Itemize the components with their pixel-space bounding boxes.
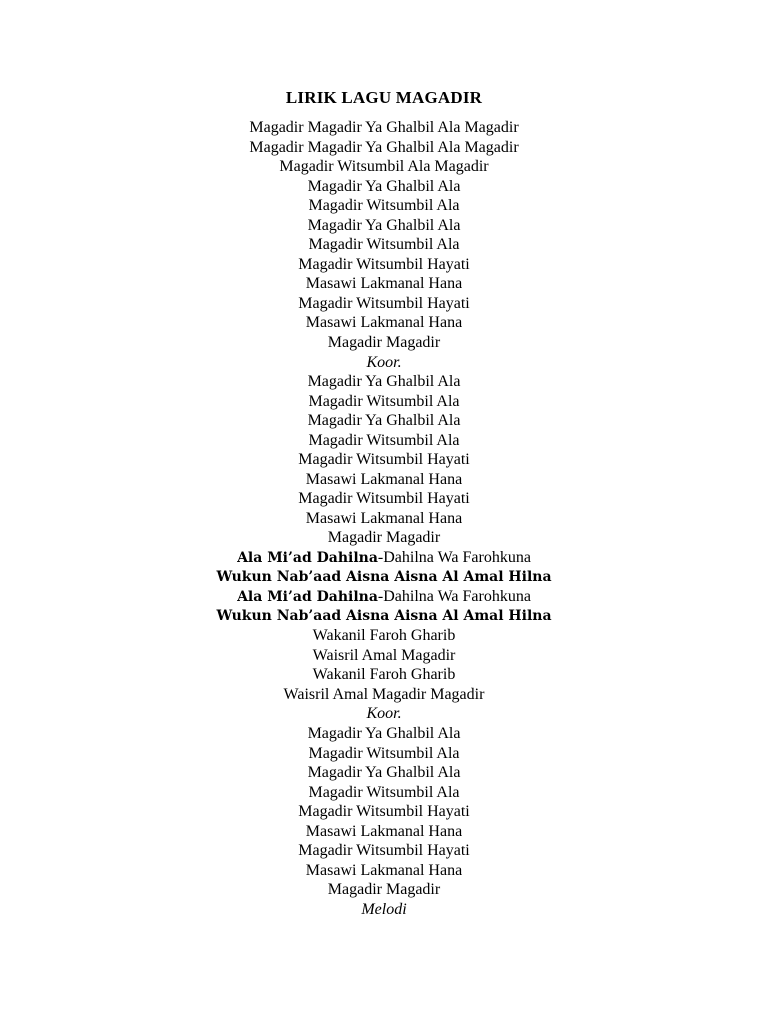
lyric-line-rest: -Dahilna Wa Farohkuna [377,549,531,567]
lyric-line: Magadir Magadir [327,334,441,352]
lyric-line: Masawi Lakmanal Hana [305,509,463,527]
lyric-line: Magadir Ya Ghalbil Ala [307,216,461,234]
lyric-line: Magadir Witsumbil Ala [308,744,460,762]
lyric-line: Masawi Lakmanal Hana [305,314,463,332]
lyric-line: Magadir Magadir [327,529,441,547]
lyric-line-bold-part: Ala Mi’ad Dahilna [237,550,378,567]
lyric-line: Koor. [366,705,402,723]
lyric-line: Waisril Amal Magadir [312,646,456,664]
lyric-line: Melodi [361,900,407,918]
lyric-line: Masawi Lakmanal Hana [305,861,463,879]
lyric-line: Magadir Ya Ghalbil Ala [307,177,461,195]
lyric-line: Magadir Witsumbil Hayati [298,842,470,860]
lyric-line: Magadir Ya Ghalbil Ala [307,724,461,742]
lyric-line: Magadir Magadir [327,881,441,899]
lyric-line: Magadir Witsumbil Hayati [298,255,470,273]
lyric-line: Wakanil Faroh Gharib [312,627,456,645]
lyric-line: Magadir Magadir Ya Ghalbil Ala Magadir [249,138,519,156]
lyric-line: Masawi Lakmanal Hana [305,822,463,840]
lyric-line: Magadir Witsumbil Ala [308,431,460,449]
lyric-line [0,548,768,568]
lyrics-list [0,118,768,919]
lyric-line: Magadir Witsumbil Ala [308,783,460,801]
page-title: LIRIK LAGU MAGADIR [285,88,483,107]
lyric-line: Masawi Lakmanal Hana [305,275,463,293]
lyric-line: Magadir Ya Ghalbil Ala [307,373,461,391]
lyric-line: Koor. [366,353,402,371]
lyric-line [0,587,768,607]
lyric-line: Magadir Witsumbil Hayati [298,803,470,821]
lyric-line: Magadir Witsumbil Hayati [298,294,470,312]
lyric-line-rest: -Dahilna Wa Farohkuna [377,588,531,606]
lyric-line: Magadir Witsumbil Hayati [298,451,470,469]
lyric-line: Wukun Nab’aad Aisna Aisna Al Amal Hilna [216,607,552,624]
lyric-line: Magadir Witsumbil Ala [308,197,460,215]
lyric-line-bold-part: Ala Mi’ad Dahilna [237,589,378,606]
lyric-line: Magadir Witsumbil Ala [308,392,460,410]
lyric-line: Magadir Witsumbil Ala [308,236,460,254]
lyric-line: Masawi Lakmanal Hana [305,470,463,488]
lyric-line: Magadir Ya Ghalbil Ala [307,764,461,782]
lyric-line: Waisril Amal Magadir Magadir [283,685,485,703]
lyric-line: Magadir Witsumbil Hayati [298,490,470,508]
lyric-line: Wakanil Faroh Gharib [312,666,456,684]
lyric-line: Magadir Witsumbil Ala Magadir [279,158,489,176]
lyric-line: Wukun Nab’aad Aisna Aisna Al Amal Hilna [216,568,552,585]
lyric-line: Magadir Magadir Ya Ghalbil Ala Magadir [249,119,519,136]
lyric-line: Magadir Ya Ghalbil Ala [307,412,461,430]
